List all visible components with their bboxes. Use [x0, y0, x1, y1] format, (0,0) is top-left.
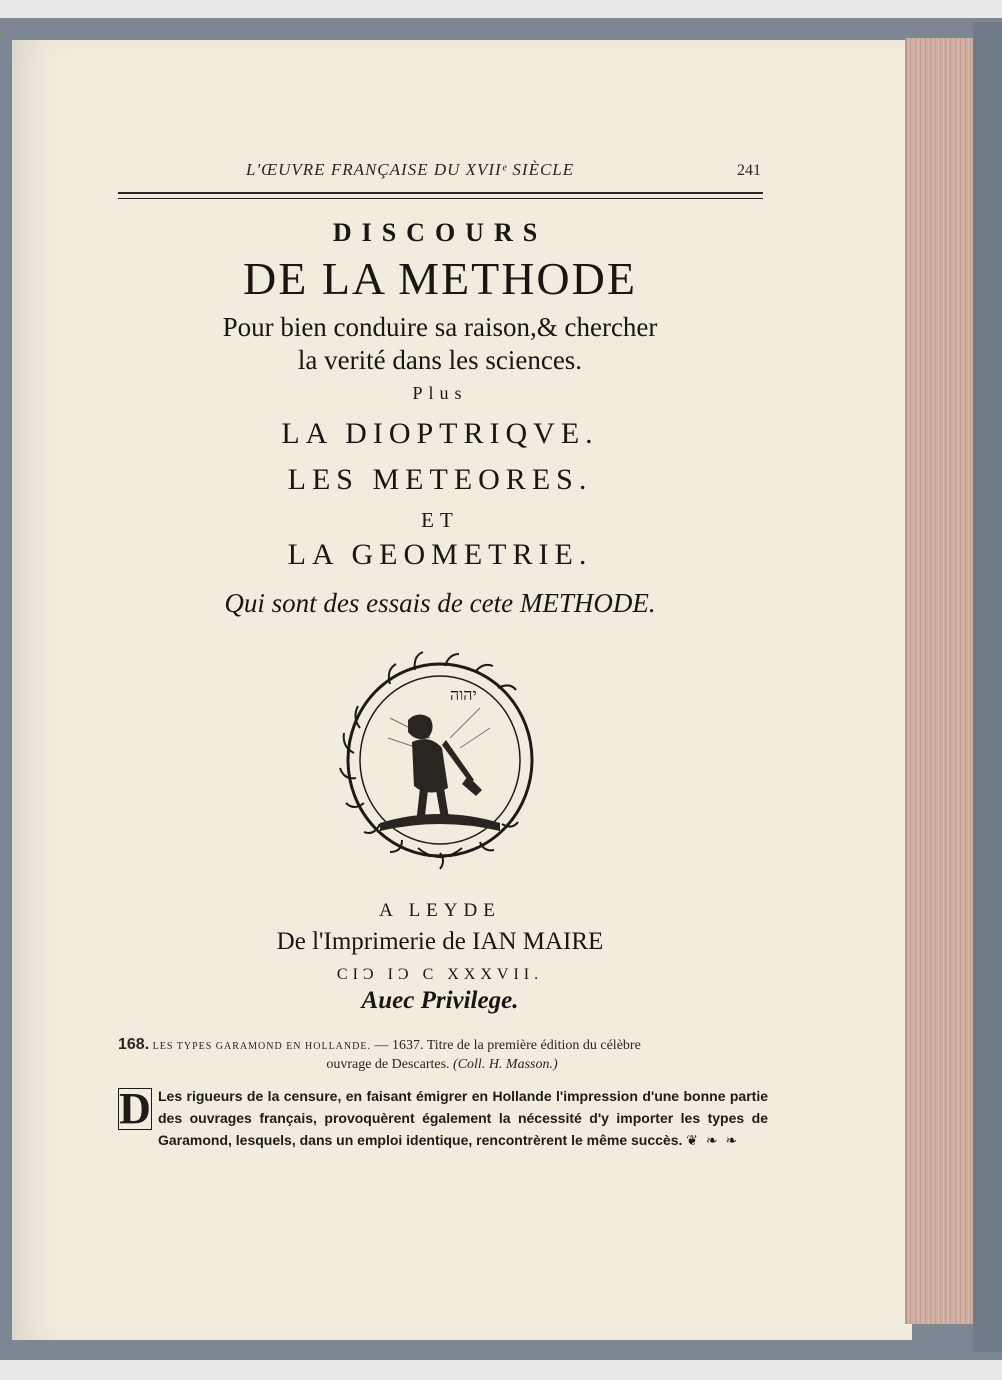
- note-text: Les rigueurs de la censure, en faisant émigrer en Hollande l'impression d'une bonne partie des ouvrages français, provoquèrent également la nécessité d'y importer les types de Garamond, lesquels, dans un emploi identique, rencontrèrent le même succès.: [158, 1088, 768, 1148]
- printer-emblem-image: [330, 648, 550, 870]
- subtitle-la-verite: la verité dans les sciences.: [297, 345, 583, 375]
- figure-caption: [118, 1036, 766, 1074]
- running-header: [118, 160, 763, 186]
- page-edges: [905, 38, 975, 1324]
- imprint-date: CIƆ IƆ C XXXVII.: [336, 966, 544, 983]
- drop-cap: D: [119, 1084, 151, 1133]
- title-dioptrique: LA DIOPTRIQVE.: [281, 417, 599, 450]
- imprint-privilege: Auec Privilege.: [361, 987, 519, 1014]
- caption-collection: (Coll. H. Masson.): [453, 1057, 558, 1072]
- caption-text-2: ouvrage de Descartes.: [326, 1057, 450, 1072]
- emblem-motto: יהוה: [450, 685, 477, 704]
- header-rule-thick: [118, 192, 763, 194]
- note-paragraph: [118, 1085, 768, 1151]
- title-et: ET: [421, 508, 459, 532]
- book-spine: [973, 22, 1002, 1352]
- running-title: L'ŒUVRE FRANÇAISE DU XVIIᵉ SIÈCLE: [246, 160, 575, 179]
- title-geometrie: LA GEOMETRIE.: [287, 538, 593, 571]
- title-discours: DISCOURS: [332, 218, 548, 247]
- title-de-la-methode: DE LA METHODE: [243, 253, 637, 304]
- caption-text-1: — 1637. Titre de la première édition du célèbre: [370, 1038, 641, 1053]
- title-meteores: LES METEORES.: [287, 463, 593, 496]
- imprint-printer: De l'Imprimerie de IAN MAIRE: [276, 928, 604, 955]
- title-qui-sont: Qui sont des essais de cete METHODE.: [224, 588, 656, 618]
- fleuron-ornaments: ❦ ❧ ❧: [686, 1132, 740, 1148]
- subtitle-pour-bien: Pour bien conduire sa raison,& chercher: [222, 312, 658, 342]
- title-plus: Plus: [412, 383, 468, 403]
- caption-number: 168.: [118, 1036, 150, 1053]
- imprint-a-leyde: A LEYDE: [379, 900, 501, 921]
- caption-small-caps: LES TYPES GARAMOND EN HOLLANDE.: [152, 1041, 371, 1052]
- header-rule-thin: [118, 198, 763, 199]
- page-number: 241: [737, 162, 761, 179]
- caption-line-2: [118, 1056, 766, 1074]
